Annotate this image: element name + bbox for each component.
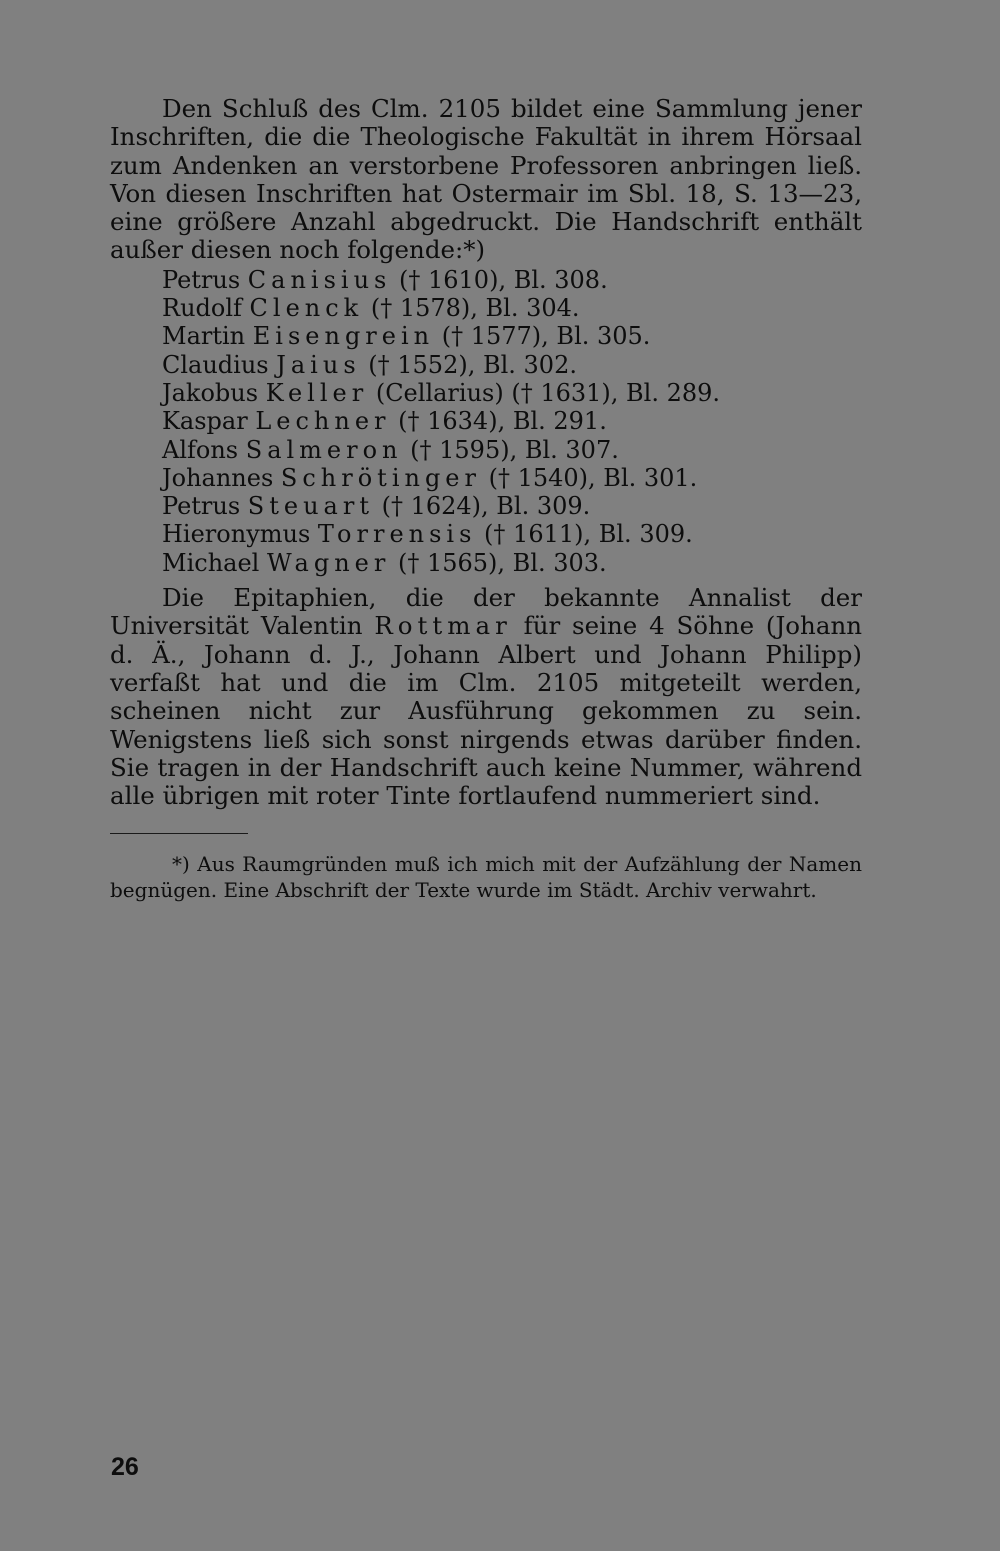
list-item — [162, 436, 862, 464]
surname: Eisengrein — [252, 322, 435, 351]
list-item — [162, 294, 862, 322]
entry-details: († 1634), Bl. 291. — [390, 407, 607, 436]
given-name: Kaspar — [162, 407, 256, 436]
given-name: Hieronymus — [162, 520, 318, 549]
list-item — [162, 407, 862, 435]
entry-details: († 1595), Bl. 307. — [402, 435, 619, 464]
entry-details: († 1611), Bl. 309. — [476, 520, 693, 549]
surname: Lechner — [255, 407, 391, 436]
footnote-divider — [110, 833, 248, 834]
list-item — [162, 464, 862, 492]
list-item — [162, 379, 862, 407]
entry-details: († 1552), Bl. 302. — [360, 350, 577, 379]
list-item — [162, 351, 862, 379]
surname: Canisius — [247, 265, 392, 294]
entry-details: († 1540), Bl. 301. — [480, 463, 698, 492]
given-name: Claudius — [162, 350, 277, 379]
entry-details: († 1577), Bl. 305. — [434, 322, 651, 351]
given-name: Petrus — [162, 265, 248, 294]
surname: Steuart — [247, 492, 374, 521]
given-name: Rudolf — [162, 294, 250, 323]
surname: Clenck — [249, 294, 364, 323]
entry-details: († 1578), Bl. 304. — [363, 294, 580, 323]
list-item — [162, 266, 862, 294]
surname: Schrötinger — [280, 463, 481, 492]
paragraph-text-end: für seine 4 Söhne (Johann d. Ä., Johann d. J., Johann Albert und Johann Philipp) verfaßt hat und die im Clm. 2105 mitgeteilt werden, scheinen nicht zur Ausführung gekommen zu sein. Wenigstens ließ sich sonst nirgends etwas darüber finden. Sie tragen in der Handschrift auch keine Nummer, während alle übrigen mit roter Tinte fortlaufend nummeriert sind. — [110, 611, 863, 811]
inscription-list — [110, 266, 862, 577]
entry-details: († 1565), Bl. 303. — [390, 548, 607, 577]
surname: Wagner — [266, 548, 391, 577]
list-item — [162, 549, 862, 577]
page-number: 26 — [111, 1453, 139, 1481]
surname: Jaius — [276, 350, 361, 379]
given-name: Alfons — [162, 435, 246, 464]
given-name: Michael — [162, 548, 267, 577]
given-name: Martin — [162, 322, 253, 351]
list-item — [162, 492, 862, 520]
paragraph-text-start: Die Epitaphien, die der bekannte Annalist der Universität Valentin — [110, 583, 862, 641]
entry-details: (Cellarius) († 1631), Bl. 289. — [368, 378, 721, 407]
surname: Keller — [265, 378, 369, 407]
paragraph-epitaphs — [110, 584, 862, 810]
paragraph-inscriptions-intro: Den Schluß des Clm. 2105 bildet eine Sammlung jener Inschriften, die die Theologische Fakultät in ihrem Hörsaal zum Andenken an verstorbene Professoren anbringen ließ. Von diesen Inschriften hat Ostermair im Sbl. 18, S. 13—23, eine größere Anzahl abgedruckt. Die Handschrift enthält außer diesen noch folgende:*) — [110, 94, 862, 265]
page-content — [110, 95, 862, 903]
author-surname: Rottmar — [374, 611, 512, 641]
surname: Torrensis — [317, 520, 477, 549]
given-name: Johannes — [162, 463, 281, 492]
given-name: Jakobus — [162, 378, 266, 407]
list-item — [162, 520, 862, 548]
list-item — [162, 322, 862, 350]
surname: Salmeron — [245, 435, 403, 464]
entry-details: († 1624), Bl. 309. — [373, 492, 591, 521]
given-name: Petrus — [162, 492, 248, 521]
entry-details: († 1610), Bl. 308. — [391, 265, 608, 294]
footnote: *) Aus Raumgründen muß ich mich mit der Aufzählung der Namen begnügen. Eine Abschrift der Texte wurde im Städt. Archiv verwahrt. — [110, 852, 862, 902]
